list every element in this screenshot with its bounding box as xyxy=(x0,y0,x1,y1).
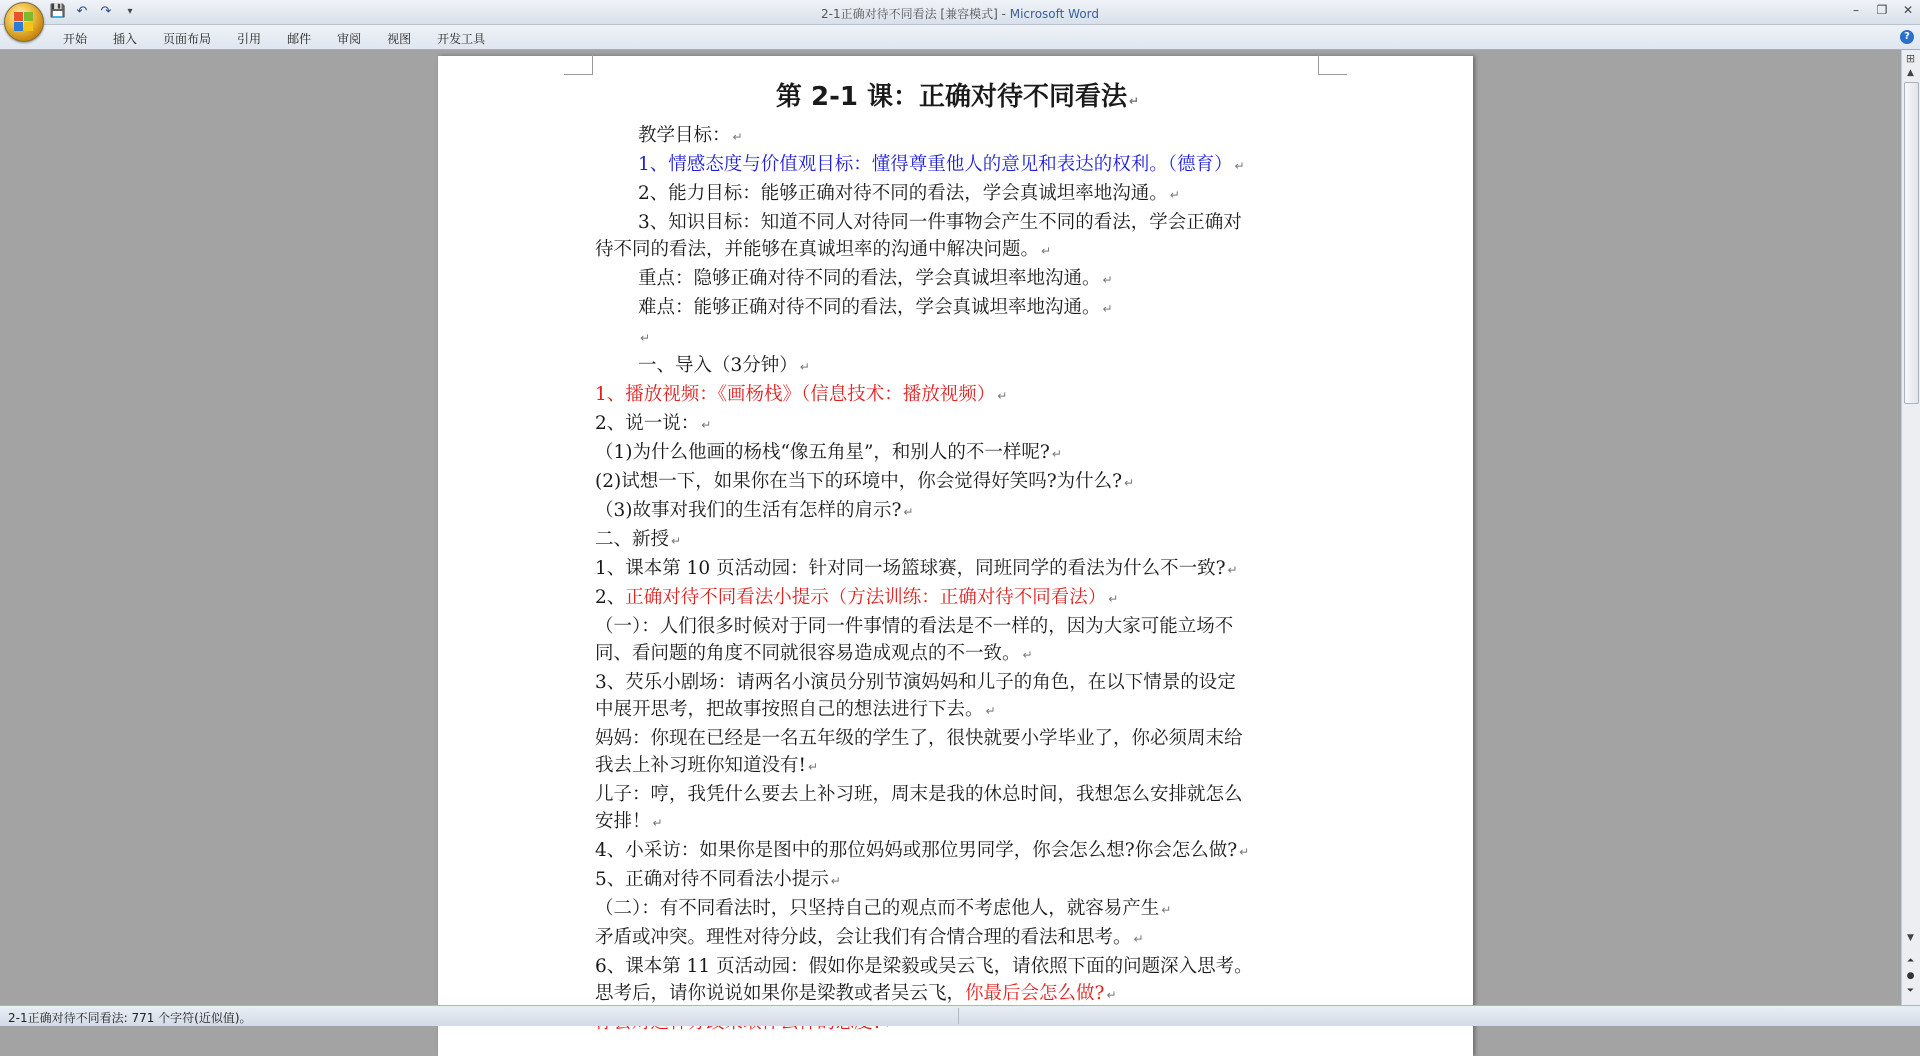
paragraph: （二）：有不同看法时，只坚持自己的观点而不考虑他人，就容易产生 ↵ xyxy=(595,898,1172,919)
paragraph: 2、说一说： ↵ xyxy=(595,413,712,434)
paragraph: (2)试想一下，如果你在当下的环境中，你会觉得好笑吗?为什么? ↵ xyxy=(595,471,1135,492)
paragraph: 3、知识目标：知道不同人对待同一件事物会产生不同的看法，学会正确对 xyxy=(638,212,1242,233)
next-page-icon[interactable]: ⏷ xyxy=(1906,986,1915,996)
title-bar xyxy=(0,0,1920,25)
paragraph: 2、能力目标：能够正确对待不同的看法，学会真诚坦率地沟通。 ↵ xyxy=(638,183,1180,204)
scroll-up-icon[interactable]: ▲ xyxy=(1907,68,1914,78)
document-title: 2-1正确对待不同看法 [兼容模式] - xyxy=(820,7,1010,21)
minimize-icon[interactable]: – xyxy=(1853,3,1859,17)
paragraph: 妈妈：你现在已经是一名五年级的学生了，很快就要小学毕业了，你必须周末给 xyxy=(595,728,1243,749)
paragraph-list xyxy=(595,122,1320,1038)
vertical-scrollbar[interactable] xyxy=(1901,50,1920,1005)
tab-view[interactable]: 视图 xyxy=(387,32,412,46)
window-controls xyxy=(1848,2,1916,18)
status-divider xyxy=(958,1008,959,1024)
paragraph: 教学目标： ↵ xyxy=(638,125,743,146)
paragraph: 1、播放视频：《画杨栈》（信息技术：播放视频） ↵ xyxy=(595,384,1008,405)
office-logo-icon xyxy=(14,12,34,32)
save-icon[interactable]: 💾 xyxy=(49,3,67,19)
paragraph: 中展开思考，把故事按照自己的想法进行下去。 ↵ xyxy=(595,699,996,720)
tab-developer[interactable]: 开发工具 xyxy=(437,32,486,46)
ribbon xyxy=(0,25,1920,50)
paragraph: 安排！ ↵ xyxy=(595,811,663,832)
paragraph: （3)故事对我们的生活有怎样的肩示? ↵ xyxy=(595,500,914,521)
paragraph: 1、课本第 10 页活动园：针对同一场篮球赛，同班同学的看法为什么不一致? ↵ xyxy=(595,558,1238,579)
paragraph: ↵ xyxy=(640,331,651,345)
paragraph: 6、课本第 11 页活动园：假如你是梁毅或吴云飞，请依照下面的问题深入思考。 xyxy=(595,956,1253,977)
close-icon[interactable]: ✕ xyxy=(1902,3,1914,17)
paragraph: 同、看问题的角度不同就很容易造成观点的不一致。 ↵ xyxy=(595,643,1033,664)
paragraph-mixed: 2、正确对待不同看法小提示（方法训练：正确对待不同看法） ↵ xyxy=(595,587,1119,608)
tab-mailings[interactable]: 邮件 xyxy=(287,32,312,46)
view-ruler-icon[interactable]: ⊞ xyxy=(1905,52,1916,65)
select-browse-object-icon[interactable]: ● xyxy=(1906,971,1915,981)
document-heading: 第 2-1 课：正确对待不同看法 ↵ xyxy=(775,82,1140,112)
help-icon[interactable]: ? xyxy=(1900,30,1914,44)
paragraph: 矛盾或冲突。理性对待分歧，会让我们有合情合理的看法和思考。 ↵ xyxy=(595,927,1144,948)
document-workspace xyxy=(0,50,1902,1005)
paragraph: 待不同的看法，并能够在真诚坦率的沟通中解决问题。 ↵ xyxy=(595,239,1052,260)
paragraph: 难点：能够正确对待不同的看法，学会真诚坦率地沟通。 ↵ xyxy=(638,297,1113,318)
paragraph-mixed: 思考后，请你说说如果你是梁教或者吴云飞，你最后会怎么做? ↵ xyxy=(595,983,1117,1004)
paragraph: 儿子：哼，我凭什么要去上补习班，周末是我的休总时间，我想怎么安排就怎么 xyxy=(595,784,1243,805)
document-page[interactable] xyxy=(438,56,1473,1056)
paragraph: 4、小采访：如果你是图中的那位妈妈或那位男同学，你会怎么想?你会怎么做? ↵ xyxy=(595,840,1250,861)
redo-icon[interactable]: ↷ xyxy=(100,3,112,19)
previous-page-icon[interactable]: ⏶ xyxy=(1906,956,1915,966)
document-body[interactable] xyxy=(595,78,1320,1038)
ribbon-tabs xyxy=(50,30,498,47)
paragraph: 二、新授 ↵ xyxy=(595,529,682,550)
paragraph: 1、情感态度与价值观目标：懂得尊重他人的意见和表达的权利。（德育） ↵ xyxy=(638,154,1245,175)
paragraph: 3、芡乐小剧场：请两名小演员分别节演妈妈和儿子的角色，在以下情景的设定 xyxy=(595,672,1236,693)
tab-home[interactable]: 开始 xyxy=(63,32,88,46)
scroll-down-icon[interactable]: ▼ xyxy=(1907,933,1914,943)
customize-qat-icon[interactable]: ▾ xyxy=(127,5,133,17)
paragraph: 我去上补习班你知道没有! ↵ xyxy=(595,755,818,776)
tab-review[interactable]: 审阅 xyxy=(337,32,362,46)
app-name: Microsoft Word xyxy=(1009,7,1100,21)
window-title xyxy=(0,5,1920,22)
tab-page-layout[interactable]: 页面布局 xyxy=(163,32,212,46)
paragraph: （1)为什么他画的杨栈“像五角星”，和别人的不一样呢? ↵ xyxy=(595,442,1062,463)
paragraph: 5、正确对待不同看法小提示 ↵ xyxy=(595,869,841,890)
tab-insert[interactable]: 插入 xyxy=(113,32,138,46)
tab-references[interactable]: 引用 xyxy=(237,32,262,46)
crop-mark-top-right xyxy=(1318,54,1347,75)
restore-icon[interactable]: ❐ xyxy=(1876,3,1888,17)
paragraph: 重点：隐够正确对待不同的看法，学会真诚坦率地沟通。 ↵ xyxy=(638,268,1113,289)
office-button[interactable] xyxy=(4,2,44,42)
paragraph: 一、导入（3分钟） ↵ xyxy=(638,355,810,376)
status-bar xyxy=(0,1005,1920,1026)
scrollbar-thumb[interactable] xyxy=(1904,82,1919,404)
browse-nav xyxy=(1904,956,1917,997)
paragraph: （一）：人们很多时候对于同一件事情的看法是不一样的，因为大家可能立场不 xyxy=(595,616,1234,637)
undo-icon[interactable]: ↶ xyxy=(76,3,88,19)
crop-mark-top-left xyxy=(564,54,593,75)
status-word-count[interactable]: 2-1正确对待不同看法: 771 个字符(近似值)。 xyxy=(8,1011,252,1025)
